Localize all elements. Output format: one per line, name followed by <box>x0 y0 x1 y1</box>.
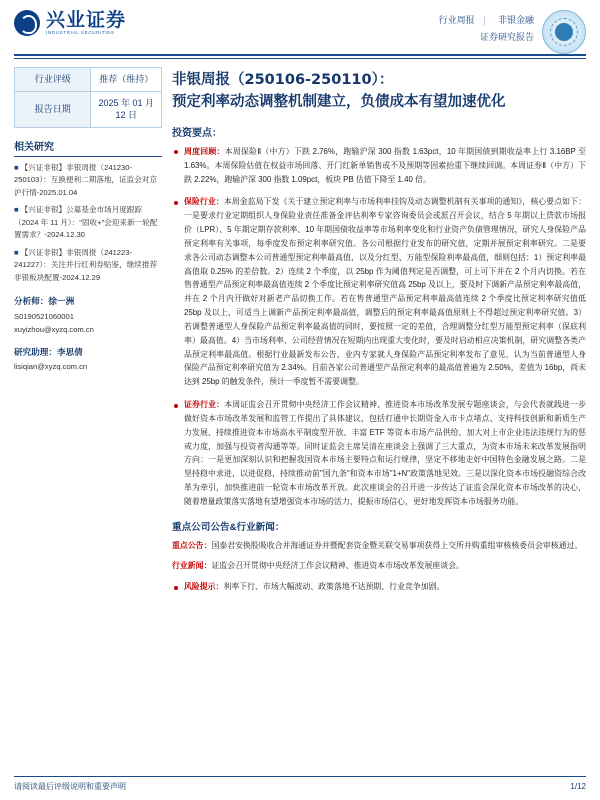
assistant-name: 研究助理：李思倩 <box>14 346 83 357</box>
logo-mark-icon <box>14 10 40 36</box>
bullet-text-2: 本周证监会召开贯彻中央经济工作会议精神、推进资本市场改革发展专题座谈会，与会代表就践进一步做好资本市场改革发展和监管工作提出了具体建议，包括打通中长期资金入市卡点堵点、支持科技创新和新质生产力发展、持续推进资本市场高水平制度型开放、丰富 ETF 等资本市场产品供给、加大对上市企业违法违规行为的惩戒力度，加强与投资者沟通等等。同时证监会主席吴清在座谈会上强调了三大重点，为资本市场未来改革发展指明方向：一是更加深刻认识和把握我国资本市场主要特点和运行规律，坚定不移地走好中国特色金融发展之路。二是坚持稳中求进，以进促稳，持续推动前"国九条"和资本市场"1+N"政策落地见效。三是以深化资本市场投融资综合改革为牵引，加快推进前一轮资本市场改革开放。此次座谈会的召开进一步传达了证监会深化资本市场改革的决心，随着增量政策落实落地有望增强资本市场的活力，提振市场信心，更好地发挥资本市场服务功能。 <box>184 400 586 506</box>
analyst-name: 分析师：徐一洲 <box>14 296 75 307</box>
list-item-label: 【兴证非银】公募基金市场月度跟踪（2024 年 11 月）："固收+"会迎来新一轮配置需求？-2024.12.30 <box>14 205 158 240</box>
rating-label: 行业评级 <box>15 68 91 92</box>
related-research-title: 相关研究 <box>14 138 162 157</box>
news-industry-key: 行业新闻： <box>172 561 212 571</box>
report-date-label: 报告日期 <box>15 91 91 127</box>
header-tag-research: 证券研究报告 <box>479 32 534 43</box>
rating-table <box>14 67 162 128</box>
report-date-value: 2025 年 01 月 12 日 <box>91 91 162 127</box>
footer-disclaimer: 请阅读最后评级说明和重要声明 <box>14 782 126 791</box>
footer-rule <box>14 776 586 777</box>
header-tag-divider: | <box>483 15 486 25</box>
company-seal-icon <box>542 10 586 54</box>
list-item-label: 【兴证非银】非银周报（241223-241227）：关注并行红利券贴鉴，继续推荐非银板块配置-2024.12.29 <box>14 247 158 282</box>
page-title-line2: 预定利率动态调整机制建立，负债成本有望加速优化 <box>172 94 506 111</box>
investment-points-list <box>172 145 586 509</box>
list-item <box>172 580 586 594</box>
news-announcement-text: 国泰君安换股吸收合并海通证券并暨配套资金暨关联交易事项获得上交所并购重组审核核委员会审核通过。 <box>211 540 583 550</box>
bullet-text-0: 本周保险Ⅱ（中方）下跌 2.76%，跑输沪深 300 指数 1.63pct，10 年期国债到期收益率上行 3.16BP 至 1.63%。本周保险估值在权益市场回落、开门红新单销售或不及预期等因素抬重下继续回调。本周证券Ⅱ（中方）下跌 2.22%，跑输沪深 300 指数 1.09pct，板块 PB 估值下降至 1.40 倍。 <box>184 146 586 184</box>
list-item[interactable] <box>14 204 162 242</box>
page-title-line1: 非银周报（250106-250110）： <box>172 72 394 88</box>
list-item[interactable] <box>14 162 162 200</box>
news-heading: 重点公司公告&行业新闻： <box>172 521 285 533</box>
list-item <box>172 398 586 509</box>
list-item <box>172 145 586 186</box>
risk-list <box>172 580 586 594</box>
risk-key: 风险提示： <box>184 582 224 592</box>
analyst-email[interactable]: xuyizhou@xyzq.com.cn <box>14 324 94 334</box>
analyst-license-id: S0190521060001 <box>14 312 74 322</box>
list-bullet-icon: ■ <box>14 247 19 257</box>
table-row <box>15 91 162 127</box>
header-tag-industry-weekly: 行业周报 <box>438 15 475 25</box>
related-research-list <box>14 162 162 285</box>
news-industry-text: 证监会召开贯彻中央经济工作会议精神、推进资本市场改革发展座谈会。 <box>211 561 464 571</box>
news-announcement-key: 重点公告： <box>172 540 212 550</box>
list-item <box>172 195 586 389</box>
analyst-block <box>14 294 162 374</box>
risk-text: 利率下行、市场大幅波动、政策落地不达预期、行业竞争加剧。 <box>223 582 445 592</box>
main-content <box>172 67 586 603</box>
seal-inner-icon <box>555 23 573 41</box>
page-footer <box>0 770 600 800</box>
header-tags <box>433 10 534 46</box>
bullet-key-2: 证券行业： <box>184 400 225 410</box>
table-row <box>15 68 162 92</box>
list-item[interactable] <box>14 247 162 285</box>
investment-points-heading: 投资要点： <box>172 127 222 139</box>
header-tag-sector: 非银金融 <box>497 15 534 25</box>
header-right <box>433 10 586 54</box>
assistant-email[interactable]: lisiqian@xyzq.com.cn <box>14 362 88 372</box>
news-industry <box>172 559 586 573</box>
page-body <box>0 59 600 603</box>
list-item-label: 【兴证非银】非银周报（241230-250103）：互换便利二期落地，证监会对京沪行情-2025.01.04 <box>14 162 158 197</box>
page-title <box>172 69 586 114</box>
bullet-text-1: 本周金监局下发《关于建立预定利率与市场利率挂钩及动态调整机制有关事项的通知》，核心要点如下：一是要求行业定期组织人身保险业责任准备金评估利率专家咨询委员会或派召开会议，结合 5 年期以上贷款市场报价（LPR）、5 年期定期存款利率、10 年期国债收益率等市场利率变化和行业资产负债管理情况，研究人身保险产品预定利率有关事项，每季度发布预定利率研究值。各公司根据行业发布的研究值，定期并展预定利率研究。二是要求各公司动态调整本公司普通型预定利率最高值，以及分红型、万能型保险利率最高值，细则包括：1）预定利率最高值取 0.25% 的差倍数。2）连续 2 个季度，以 25bp 作为阈值判定是否调整，可上可下并在 2 个月内切换。若在售普通型产品预定利率最高值连续 2 个季度比预定利率研究值高 25bp 及以上，要及时下调新产品预定利率最高值，并在 2 个月内开做好对新老产品切换工作。若在售普通型产品预定利率最高值连续 2 个季度比预定利率研究值低 25bp 及以上，可适当上调新产品预定利率最高值，调整后的预定利率最高值原则上不得超过预定利率研究值。3）若调整普通型人身保险产品预定利率最高值的同时，要按照一定的差值，合理调整分红型万能型预定利率（保底利率）最高值。4）当市场利率、公司经营情况在短期内出现重大变化时，要及时启动相应决策机制，研究调整各类产品预定利率最高值。根据行业最新发布公告，业内专家就人身保险产品预定利率发布了意见，认为当前普通型人身保险产品预定利率研究值为 2.34%。目前各家公司普通型产品预定利率的最高值普遍为 2.50%，差值为 16bp，尚未达到 25bp 的触发条件，预计一季度暂不需要调整。 <box>184 197 586 387</box>
rating-value: 推荐（维持） <box>91 68 162 92</box>
bullet-key-0: 周度回顾： <box>184 146 225 156</box>
page-number: 1/12 <box>570 782 586 791</box>
logo-text-en: INDUSTRIAL SECURITIES <box>46 30 115 36</box>
header-rule <box>14 54 586 56</box>
news-announcement <box>172 539 586 553</box>
logo-text-cn: 兴业证券 <box>46 8 127 31</box>
sidebar <box>14 67 162 603</box>
page-header <box>0 0 600 54</box>
company-logo <box>14 10 126 36</box>
bullet-key-1: 保险行业： <box>184 197 224 207</box>
list-bullet-icon: ■ <box>14 162 19 172</box>
list-bullet-icon: ■ <box>14 205 19 215</box>
